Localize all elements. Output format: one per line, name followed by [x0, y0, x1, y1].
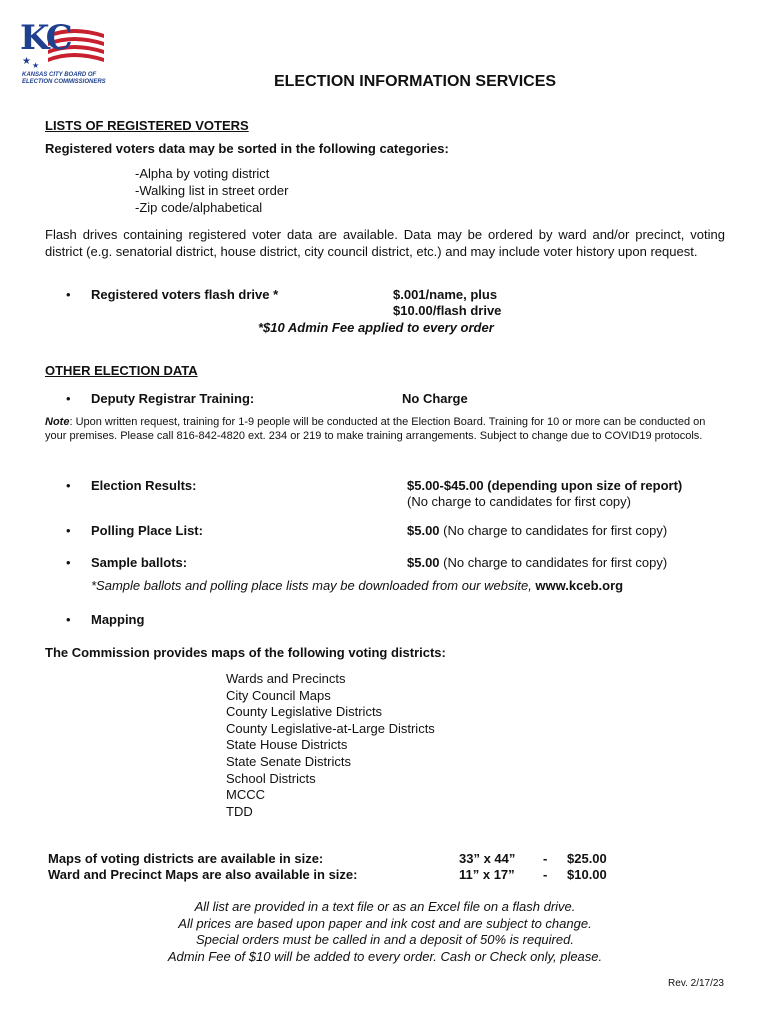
map-size-dimensions: 33” x 44” [459, 851, 516, 866]
bullet-icon: • [66, 478, 71, 493]
note-text: : Upon written request, training for 1-9 people will be conducted at the Election Board. Training for 10 or more can be conducted on your premises. Please call 816-842-4820 ext. 234 or 219 to make training arrangements. Subject to change due to COVID19 protocols. [45, 416, 706, 442]
footer-notes [0, 899, 770, 965]
bullet-icon: • [66, 287, 71, 302]
election-results-note: (No charge to candidates for first copy) [407, 494, 631, 509]
sort-option: -Walking list in street order [135, 183, 289, 198]
footer-line: Admin Fee of $10 will be added to every order. Cash or Check only, please. [167, 948, 603, 964]
district-item: County Legislative Districts [226, 704, 383, 720]
district-item: TDD [226, 803, 253, 819]
svg-text:★: ★ [22, 56, 31, 67]
flash-drive-label: Registered voters flash drive * [91, 287, 279, 302]
polling-place-label: Polling Place List: [91, 523, 203, 538]
polling-place-note: (No charge to candidates for first copy) [439, 523, 668, 538]
bullet-icon: • [66, 391, 71, 406]
sort-option: -Zip code/alphabetical [135, 200, 263, 215]
district-item: State House Districts [226, 737, 348, 753]
bullet-icon: • [66, 523, 71, 538]
map-size-price: $25.00 [567, 851, 607, 866]
polling-place-price: $5.00 [407, 523, 440, 538]
map-size-dimensions: 11” x 17” [459, 867, 515, 882]
deputy-training-label: Deputy Registrar Training: [91, 391, 255, 406]
download-text: *Sample ballots and polling place lists may be downloaded from our website, [91, 578, 536, 593]
sample-ballots-label: Sample ballots: [91, 555, 188, 570]
map-size-label: Ward and Precinct Maps are also available in size: [48, 867, 358, 882]
map-size-price: $10.00 [567, 867, 607, 882]
admin-fee-note: *$10 Admin Fee applied to every order [258, 320, 494, 335]
footer-line: All list are provided in a text file or as an Excel file on a flash drive. [194, 899, 576, 914]
svg-text:★: ★ [32, 61, 40, 70]
map-size-label: Maps of voting districts are available in size: [48, 851, 324, 866]
bullet-icon: • [66, 555, 71, 570]
district-item: State Senate Districts [226, 753, 351, 769]
website-link[interactable]: www.kceb.org [535, 578, 624, 593]
download-note [91, 578, 623, 594]
deputy-training-value: No Charge [402, 391, 468, 406]
revision-date: Rev. 2/17/23 [668, 978, 724, 989]
flash-price-line2: $10.00/flash drive [393, 303, 502, 318]
sample-ballots-price: $5.00 [407, 555, 440, 570]
logo-text-line2: ELECTION COMMISSIONERS [22, 79, 106, 85]
maps-intro: The Commission provides maps of the following voting districts: [45, 645, 446, 660]
sample-ballots-price-line [407, 555, 667, 571]
district-item: School Districts [226, 770, 316, 786]
voters-heading: LISTS OF REGISTERED VOTERS [45, 118, 249, 133]
sort-options-list [135, 165, 288, 216]
page-title: ELECTION INFORMATION SERVICES [273, 73, 557, 90]
flash-price-line1: $.001/name, plus [393, 287, 498, 302]
mapping-label: Mapping [91, 612, 145, 627]
district-item: Wards and Precincts [226, 671, 346, 686]
election-results-label: Election Results: [91, 478, 197, 493]
voters-paragraph: Flash drives containing registered voter data are available. Data may be ordered by ward and/or precinct, voting district (e.g. senatorial district, house district, city council district, etc.) and may include voter history upon request. [45, 227, 725, 259]
note-paragraph [45, 415, 725, 443]
logo-letters: KC [20, 18, 70, 58]
polling-place-price-line [407, 523, 667, 539]
other-heading: OTHER ELECTION DATA [45, 363, 198, 378]
voters-subheading: Registered voters data may be sorted in the following categories: [45, 141, 449, 156]
note-label: Note [45, 416, 70, 428]
sort-option: -Alpha by voting district [135, 166, 270, 181]
sample-ballots-note: (No charge to candidates for first copy) [439, 555, 668, 570]
election-results-price: $5.00-$45.00 (depending upon size of report) [407, 478, 683, 493]
footer-line: All prices are based upon paper and ink cost and are subject to change. [178, 915, 592, 931]
map-size-dash: - [543, 867, 548, 882]
districts-list [226, 671, 435, 820]
map-size-dash: - [543, 851, 548, 866]
footer-line: Special orders must be called in and a deposit of 50% is required. [196, 932, 574, 947]
bullet-icon: • [66, 612, 71, 627]
district-item: MCCC [226, 787, 265, 803]
district-item: City Council Maps [226, 687, 331, 703]
logo-text-line1: KANSAS CITY BOARD OF [22, 72, 97, 78]
district-item: County Legislative-at-Large Districts [226, 720, 435, 736]
